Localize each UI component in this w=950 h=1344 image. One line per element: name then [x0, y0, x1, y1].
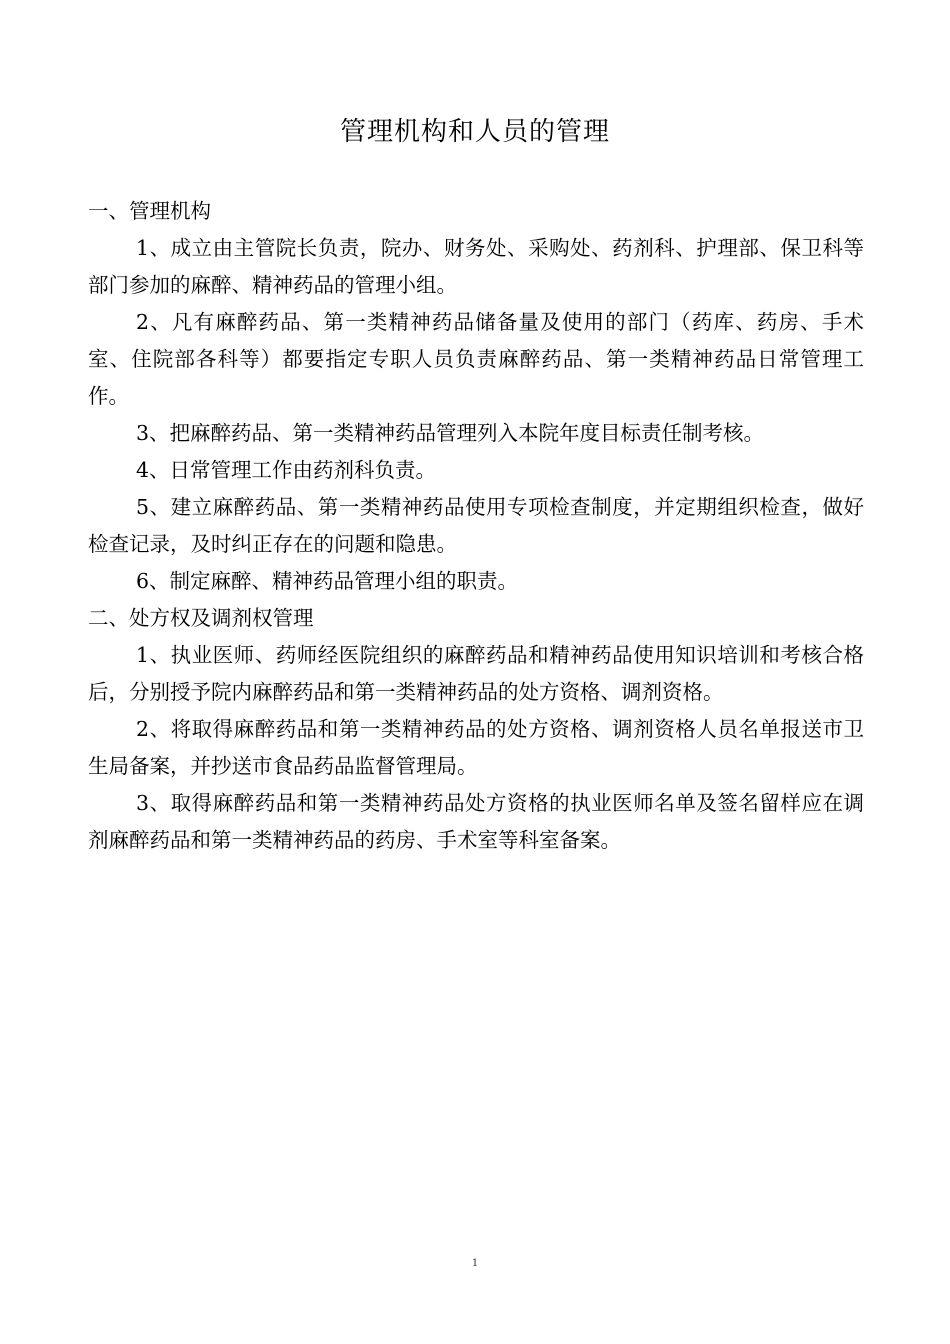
- document-body: [88, 193, 864, 859]
- section-heading: 一、管理机构: [88, 199, 211, 223]
- section-management-organization: [88, 193, 864, 600]
- paragraph: 1、执业医师、药师经医院组织的麻醉药品和精神药品使用知识培训和考核合格后，分别授予院内麻醉药品和第一类精神药品的处方资格、调剂资格。: [88, 643, 864, 704]
- paragraph: 2、凡有麻醉药品、第一类精神药品储备量及使用的部门（药库、药房、手术室、住院部各科等）都要指定专职人员负责麻醉药品、第一类精神药品日常管理工作。: [88, 310, 864, 408]
- paragraph: 1、成立由主管院长负责，院办、财务处、采购处、药剂科、护理部、保卫科等部门参加的麻醉、精神药品的管理小组。: [88, 236, 864, 297]
- section-heading: 二、处方权及调剂权管理: [88, 606, 314, 630]
- section-prescription-rights: [88, 600, 864, 859]
- document-title: 管理机构和人员的管理: [339, 117, 610, 147]
- paragraph: 2、将取得麻醉药品和第一类精神药品的处方资格、调剂资格人员名单报送市卫生局备案，并抄送市食品药品监督管理局。: [88, 717, 864, 778]
- paragraph: 3、取得麻醉药品和第一类精神药品处方资格的执业医师名单及签名留样应在调剂麻醉药品和第一类精神药品的药房、手术室等科室备案。: [88, 791, 864, 852]
- paragraph: 4、日常管理工作由药剂科负责。: [136, 458, 437, 482]
- page-number: 1: [471, 1258, 479, 1269]
- paragraph: 6、制定麻醉、精神药品管理小组的职责。: [136, 569, 519, 593]
- paragraph: 5、建立麻醉药品、第一类精神药品使用专项检查制度，并定期组织检查，做好检查记录，及时纠正存在的问题和隐患。: [88, 495, 864, 556]
- paragraph: 3、把麻醉药品、第一类精神药品管理列入本院年度目标责任制考核。: [136, 421, 765, 445]
